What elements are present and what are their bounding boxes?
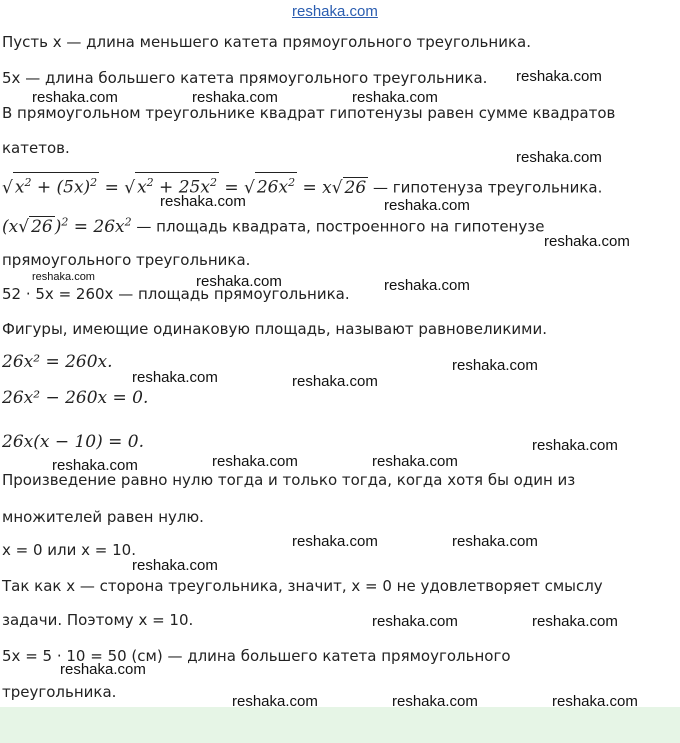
text-line-7: прямоугольного треугольника. xyxy=(2,251,251,269)
watermark: reshaka.com xyxy=(32,271,95,283)
watermark: reshaka.com xyxy=(516,68,602,85)
watermark: reshaka.com xyxy=(292,533,378,550)
text-line-13: Произведение равно нулю тогда и только тогда, когда хотя бы один из xyxy=(2,471,576,489)
formula-square: (x√ 26 )$^2 = 26x^2$ — площадь квадрата, построенного на гипотенузе xyxy=(2,215,545,237)
watermark: reshaka.com xyxy=(212,453,298,470)
text-line-8: 52 · 5x = 260x — площадь прямоугольника. xyxy=(2,285,350,303)
equation-1: 26x² = 260x. xyxy=(2,352,113,372)
watermark: reshaka.com xyxy=(132,557,218,574)
watermark: reshaka.com xyxy=(52,457,138,474)
text-line-17: задачи. Поэтому x = 10. xyxy=(2,611,194,629)
equation-3: 26x(x − 10) = 0. xyxy=(2,432,145,452)
watermark: reshaka.com xyxy=(452,357,538,374)
watermark: reshaka.com xyxy=(32,89,118,106)
formula-hypotenuse-label: — гипотенуза треугольника. xyxy=(372,178,603,197)
watermark: reshaka.com xyxy=(196,273,282,290)
watermark: reshaka.com xyxy=(132,369,218,386)
watermark: reshaka.com xyxy=(392,693,478,710)
watermark: reshaka.com xyxy=(552,693,638,710)
text-line-1: Пусть x — длина меньшего катета прямоугольного треугольника. xyxy=(2,33,531,51)
watermark: reshaka.com xyxy=(384,197,470,214)
text-line-16: Так как x — сторона треугольника, значит, x = 0 не удовлетворяет смыслу xyxy=(2,577,603,595)
watermark: reshaka.com xyxy=(532,613,618,630)
text-line-14: множителей равен нулю. xyxy=(2,508,204,526)
answer-box xyxy=(0,707,680,743)
watermark: reshaka.com xyxy=(160,193,246,210)
watermark: reshaka.com xyxy=(192,89,278,106)
watermark: reshaka.com xyxy=(232,693,318,710)
watermark: reshaka.com xyxy=(452,533,538,550)
watermark: reshaka.com xyxy=(292,373,378,390)
text-line-3: В прямоугольном треугольнике квадрат гипотенузы равен сумме квадратов xyxy=(2,104,616,122)
formula-square-label: — площадь квадрата, построенного на гипотенузе xyxy=(136,217,545,236)
watermark: reshaka.com xyxy=(372,453,458,470)
text-line-2: 5x — длина большего катета прямоугольного треугольника. xyxy=(2,69,488,87)
watermark: reshaka.com xyxy=(372,613,458,630)
formula-hypotenuse: √ $x^2 + (5x)^2$ = √ $x^2 + 25x^2$ = √ $26x^2 = x√$ 26 — гипотенуза треугольника. xyxy=(2,172,602,198)
text-line-4: катетов. xyxy=(2,139,70,157)
watermark: reshaka.com xyxy=(516,149,602,166)
watermark: reshaka.com xyxy=(384,277,470,294)
equation-4: x = 0 или x = 10. xyxy=(2,541,136,559)
text-line-18: 5x = 5 · 10 = 50 (см) — длина большего катета прямоугольного xyxy=(2,647,511,665)
text-line-19: треугольника. xyxy=(2,683,117,701)
watermark: reshaka.com xyxy=(532,437,618,454)
watermark-top[interactable]: reshaka.com xyxy=(292,3,378,20)
equation-2: 26x² − 260x = 0. xyxy=(2,388,149,408)
watermark: reshaka.com xyxy=(352,89,438,106)
text-line-9: Фигуры, имеющие одинаковую площадь, называют равновеликими. xyxy=(2,320,547,338)
watermark: reshaka.com xyxy=(544,233,630,250)
watermark: reshaka.com xyxy=(60,661,146,678)
